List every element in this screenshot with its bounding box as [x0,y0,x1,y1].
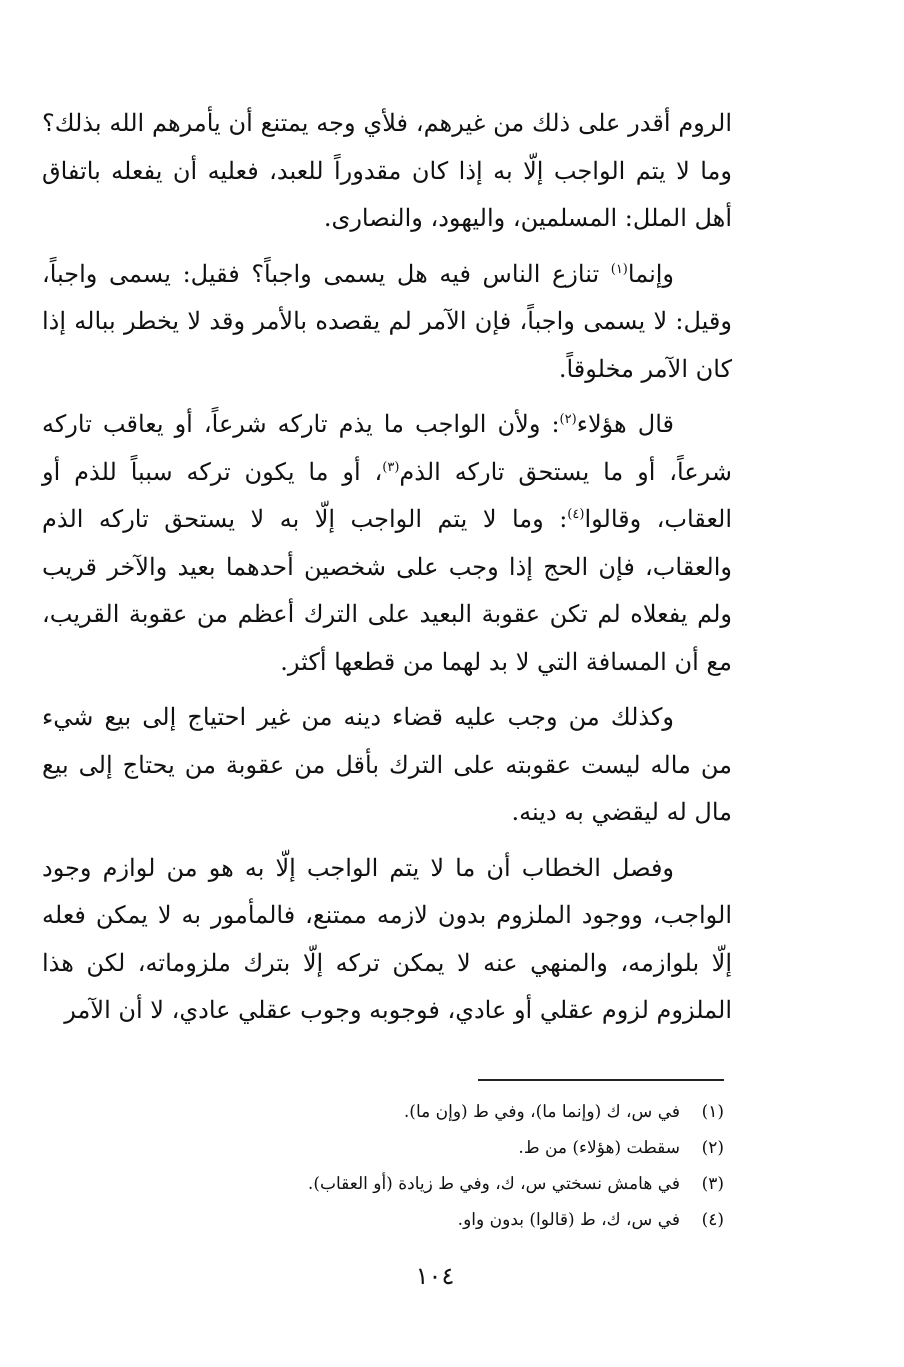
paragraph [42,100,732,243]
footnote [42,1094,724,1130]
paragraph [42,251,732,394]
footnote-number: (٣) [701,1174,724,1194]
footnote-marker: (٣) [382,459,400,475]
page-number: ١٠٤ [415,1262,455,1290]
footnote-divider [478,1079,724,1081]
footnote [42,1202,724,1238]
body-text [42,100,732,1043]
paragraph-text: : وما لا يتم الواجب إلّا به لا يستحق تاركه الذم والعقاب، فإن الحج إذا وجب على شخصين أحدهما بعيد والآخر قريب ولم يفعلاه لم تكن عقوبة البعيد على الترك أعظم من عقوبة القريب، مع أن المسافة التي لا بد لهما من قطعها أكثر. [42,505,732,676]
paragraph-text: : ولأن الواجب ما يذم تاركه شرعاً، أو يعاقب تاركه شرعاً، أو ما يستحق تاركه الذم [42,410,733,486]
paragraph-text: ، أو ما يكون تركه سبباً للذم أو العقاب، وقالوا [42,457,733,533]
footnote [42,1130,724,1166]
paragraph [42,401,732,686]
footnote-text: في س، ك، ط (قالوا) بدون واو. [457,1210,680,1230]
footnote-number: (٢) [701,1138,724,1158]
footnote-text: سقطت (هؤلاء) من ط. [518,1138,680,1158]
paragraph-text: وفصل الخطاب أن ما لا يتم الواجب إلّا به هو من لوازم وجود الواجب، ووجود الملزوم بدون لازمه ممتنع، فالمأمور به لا يمكن فعله إلّا بلوازمه، والمنهي عنه لا يمكن تركه إلّا بترك ملزوماته، لكن هذا الملزوم لزوم عقلي أو عادي، فوجوبه وجوب عقلي عادي، لا أن الآمر [42,853,732,1024]
paragraph-text: قال هؤلاء [576,410,674,438]
footnote-marker: (٢) [559,412,577,427]
paragraph-text: الروم أقدر على ذلك من غيرهم، فلأي وجه يمتنع أن يأمرهم الله بذلك؟ وما لا يتم الواجب إلّا به إذا كان مقدوراً للعبد، فعليه أن يفعله باتفاق أهل الملل: المسلمين، واليهود، والنصارى. [42,109,732,232]
footnote-marker: (٤) [567,507,585,522]
footnote-text: في هامش نسختي س، ك، وفي ط زيادة (أو العقاب). [307,1174,680,1194]
paragraph-text: وإنما [627,259,674,288]
footnote-text: في س، ك (وإنما ما)، وفي ط (وإن ما). [403,1102,680,1122]
footnote [42,1166,724,1202]
paragraph-text: وكذلك من وجب عليه قضاء دينه من غير احتياج إلى بيع شيء من ماله ليست عقوبته على الترك بأقل من عقوبة من يحتاج إلى بيع مال له ليقضي به دينه. [42,703,732,826]
footnote-number: (٤) [701,1210,724,1230]
paragraph [42,694,732,837]
paragraph-text: تنازع الناس فيه هل يسمى واجباً؟ فقيل: يسمى واجباً، وقيل: لا يسمى واجباً، فإن الآمر لم يقصده بالأمر وقد لا يخطر بباله إذا كان الآمر مخلوقاً. [42,259,732,383]
footnote-marker: (١) [610,261,628,277]
paragraph [42,845,732,1035]
footnotes [42,1094,724,1238]
footnote-number: (١) [701,1102,724,1122]
